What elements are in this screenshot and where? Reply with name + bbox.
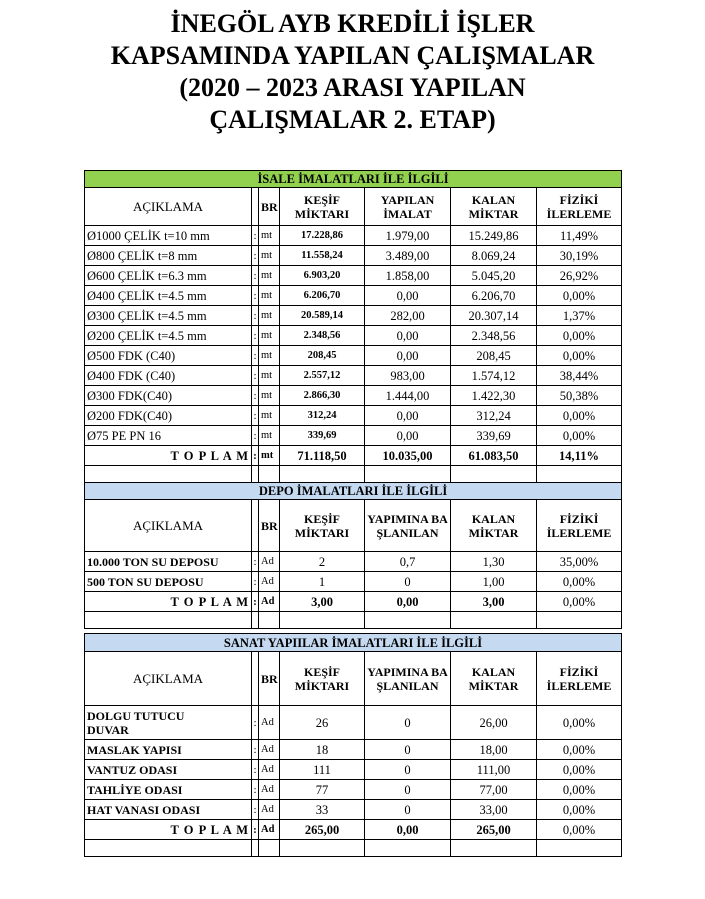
total-yapilan: 10.035,00 [365, 446, 451, 466]
row-kalan: 33,00 [451, 800, 537, 820]
header-kalan: KALAN MİKTAR [451, 500, 537, 552]
header-fiziki: FİZİKİ İLERLEME [537, 188, 622, 226]
table-row [85, 800, 622, 820]
table-row [85, 226, 622, 246]
row-kesif: 17.228,86 [280, 226, 365, 246]
row-aciklama: Ø75 PE PN 16 [85, 426, 252, 446]
row-fiziki: 0,00% [537, 346, 622, 366]
row-aciklama: VANTUZ ODASI [85, 760, 252, 780]
row-br: mt [259, 246, 280, 266]
row-kesif: 2.557,12 [280, 366, 365, 386]
table-row [85, 572, 622, 592]
row-yapilan: 1.858,00 [365, 266, 451, 286]
row-fiziki: 0,00% [537, 706, 622, 740]
row-kesif: 33 [280, 800, 365, 820]
total-kesif: 3,00 [280, 592, 365, 612]
total-fiziki: 0,00% [537, 592, 622, 612]
total-label: T O P L A M [85, 592, 252, 612]
row-br: mt [259, 386, 280, 406]
row-kesif: 6.903,20 [280, 266, 365, 286]
sanat-table [84, 633, 622, 857]
total-kalan: 3,00 [451, 592, 537, 612]
row-br: mt [259, 286, 280, 306]
page-title [0, 8, 705, 136]
isale-section-title: İSALE İMALATLARI İLE İLGİLİ [85, 171, 622, 188]
row-br: Ad [259, 760, 280, 780]
row-kesif: 2.348,56 [280, 326, 365, 346]
row-colon: : [252, 386, 259, 406]
table-row [85, 266, 622, 286]
row-fiziki: 0,00% [537, 780, 622, 800]
header-aciklama: AÇIKLAMA [85, 652, 252, 706]
header-br: BR [259, 500, 280, 552]
row-br: mt [259, 326, 280, 346]
row-aciklama: Ø1000 ÇELİK t=10 mm [85, 226, 252, 246]
row-colon: : [252, 346, 259, 366]
header-yapilan: YAPIMINA BAŞLANILAN [365, 652, 451, 706]
row-colon: : [252, 226, 259, 246]
header-colon-spacer [252, 188, 259, 226]
row-yapilan: 0 [365, 780, 451, 800]
header-fiziki: FİZİKİ İLERLEME [537, 500, 622, 552]
total-fiziki: 0,00% [537, 820, 622, 840]
table-row [85, 706, 622, 740]
row-yapilan: 0 [365, 760, 451, 780]
row-fiziki: 0,00% [537, 326, 622, 346]
row-kesif: 26 [280, 706, 365, 740]
table-row [85, 406, 622, 426]
depo-table [84, 482, 622, 629]
table-row [85, 326, 622, 346]
row-fiziki: 0,00% [537, 286, 622, 306]
header-colon-spacer [252, 652, 259, 706]
total-yapilan: 0,00 [365, 820, 451, 840]
row-aciklama: HAT VANASI ODASI [85, 800, 252, 820]
row-kesif: 208,45 [280, 346, 365, 366]
row-aciklama: 10.000 TON SU DEPOSU [85, 552, 252, 572]
row-aciklama: TAHLİYE ODASI [85, 780, 252, 800]
row-br: Ad [259, 780, 280, 800]
row-aciklama: Ø200 FDK(C40) [85, 406, 252, 426]
row-kesif: 6.206,70 [280, 286, 365, 306]
row-br: Ad [259, 552, 280, 572]
row-colon: : [252, 366, 259, 386]
row-colon: : [252, 760, 259, 780]
table-row [85, 306, 622, 326]
row-fiziki: 26,92% [537, 266, 622, 286]
header-kalan: KALAN MİKTAR [451, 188, 537, 226]
row-kesif: 2.866,30 [280, 386, 365, 406]
row-colon: : [252, 780, 259, 800]
title-line-1: İNEGÖL AYB KREDİLİ İŞLER [170, 9, 535, 38]
row-aciklama: DOLGU TUTUCU DUVAR [85, 706, 252, 740]
header-br: BR [259, 188, 280, 226]
row-br: mt [259, 266, 280, 286]
title-line-3: (2020 – 2023 ARASI YAPILAN [179, 73, 526, 102]
row-aciklama: Ø400 FDK (C40) [85, 366, 252, 386]
total-fiziki: 14,11% [537, 446, 622, 466]
row-kesif: 312,24 [280, 406, 365, 426]
row-kesif: 18 [280, 740, 365, 760]
header-fiziki: FİZİKİ İLERLEME [537, 652, 622, 706]
row-aciklama: Ø400 ÇELİK t=4.5 mm [85, 286, 252, 306]
row-fiziki: 0,00% [537, 426, 622, 446]
table-row [85, 386, 622, 406]
row-aciklama: Ø800 ÇELİK t=8 mm [85, 246, 252, 266]
total-kesif: 71.118,50 [280, 446, 365, 466]
row-aciklama: Ø300 ÇELİK t=4.5 mm [85, 306, 252, 326]
row-br: mt [259, 366, 280, 386]
row-colon: : [252, 326, 259, 346]
table-row [85, 760, 622, 780]
row-yapilan: 0 [365, 740, 451, 760]
row-aciklama: Ø300 FDK(C40) [85, 386, 252, 406]
row-br: Ad [259, 572, 280, 592]
row-br: mt [259, 226, 280, 246]
total-row [85, 820, 622, 840]
row-kalan: 1,00 [451, 572, 537, 592]
total-br: mt [259, 446, 280, 466]
row-fiziki: 0,00% [537, 740, 622, 760]
isale-table [84, 170, 622, 483]
row-colon: : [252, 306, 259, 326]
row-yapilan: 0 [365, 572, 451, 592]
row-br: mt [259, 426, 280, 446]
row-kalan: 5.045,20 [451, 266, 537, 286]
row-fiziki: 0,00% [537, 800, 622, 820]
table-row [85, 346, 622, 366]
row-kalan: 18,00 [451, 740, 537, 760]
row-yapilan: 0 [365, 800, 451, 820]
row-colon: : [252, 406, 259, 426]
row-colon: : [252, 426, 259, 446]
row-aciklama: Ø600 ÇELİK t=6.3 mm [85, 266, 252, 286]
row-fiziki: 50,38% [537, 386, 622, 406]
row-kalan: 1.574,12 [451, 366, 537, 386]
row-fiziki: 0,00% [537, 760, 622, 780]
row-aciklama: 500 TON SU DEPOSU [85, 572, 252, 592]
header-aciklama: AÇIKLAMA [85, 188, 252, 226]
row-kalan: 208,45 [451, 346, 537, 366]
total-kalan: 265,00 [451, 820, 537, 840]
table-row [85, 780, 622, 800]
row-br: Ad [259, 800, 280, 820]
row-yapilan: 0,00 [365, 326, 451, 346]
total-row [85, 592, 622, 612]
row-fiziki: 0,00% [537, 572, 622, 592]
table-row [85, 366, 622, 386]
empty-row [85, 612, 622, 629]
total-colon: : [252, 446, 259, 466]
row-fiziki: 30,19% [537, 246, 622, 266]
row-fiziki: 35,00% [537, 552, 622, 572]
row-kalan: 1.422,30 [451, 386, 537, 406]
row-kesif: 2 [280, 552, 365, 572]
total-label: T O P L A M [85, 446, 252, 466]
row-kalan: 111,00 [451, 760, 537, 780]
row-yapilan: 282,00 [365, 306, 451, 326]
row-br: Ad [259, 706, 280, 740]
title-line-4: ÇALIŞMALAR 2. ETAP) [209, 105, 496, 134]
row-colon: : [252, 266, 259, 286]
row-kesif: 20.589,14 [280, 306, 365, 326]
row-br: Ad [259, 740, 280, 760]
row-fiziki: 38,44% [537, 366, 622, 386]
row-yapilan: 0,00 [365, 346, 451, 366]
row-yapilan: 0,00 [365, 286, 451, 306]
header-br: BR [259, 652, 280, 706]
row-kesif: 77 [280, 780, 365, 800]
row-kalan: 8.069,24 [451, 246, 537, 266]
total-colon: : [252, 592, 259, 612]
row-kalan: 20.307,14 [451, 306, 537, 326]
row-yapilan: 3.489,00 [365, 246, 451, 266]
table-row [85, 426, 622, 446]
row-yapilan: 1.979,00 [365, 226, 451, 246]
row-kalan: 6.206,70 [451, 286, 537, 306]
table-row [85, 740, 622, 760]
row-fiziki: 0,00% [537, 406, 622, 426]
row-yapilan: 0 [365, 706, 451, 740]
row-colon: : [252, 800, 259, 820]
row-kalan: 15.249,86 [451, 226, 537, 246]
header-kesif: KEŞİF MİKTARI [280, 652, 365, 706]
row-br: mt [259, 306, 280, 326]
header-kalan: KALAN MİKTAR [451, 652, 537, 706]
row-aciklama: MASLAK YAPISI [85, 740, 252, 760]
row-kalan: 77,00 [451, 780, 537, 800]
row-colon: : [252, 572, 259, 592]
header-aciklama: AÇIKLAMA [85, 500, 252, 552]
total-br: Ad [259, 592, 280, 612]
row-kalan: 2.348,56 [451, 326, 537, 346]
row-yapilan: 983,00 [365, 366, 451, 386]
header-kesif: KEŞİF MİKTARI [280, 188, 365, 226]
total-br: Ad [259, 820, 280, 840]
row-kalan: 26,00 [451, 706, 537, 740]
row-yapilan: 1.444,00 [365, 386, 451, 406]
row-aciklama: Ø500 FDK (C40) [85, 346, 252, 366]
header-yapilan: YAPIMINA BAŞLANILAN [365, 500, 451, 552]
row-aciklama: Ø200 ÇELİK t=4.5 mm [85, 326, 252, 346]
row-colon: : [252, 246, 259, 266]
row-colon: : [252, 740, 259, 760]
header-colon-spacer [252, 500, 259, 552]
title-line-2: KAPSAMINDA YAPILAN ÇALIŞMALAR [110, 41, 595, 70]
row-fiziki: 11,49% [537, 226, 622, 246]
empty-row [85, 840, 622, 857]
header-yapilan: YAPILAN İMALAT [365, 188, 451, 226]
row-kalan: 1,30 [451, 552, 537, 572]
table-row [85, 286, 622, 306]
row-yapilan: 0,00 [365, 406, 451, 426]
header-kesif: KEŞİF MİKTARI [280, 500, 365, 552]
sanat-section-title: SANAT YAPIILAR İMALATLARI İLE İLGİLİ [85, 634, 622, 652]
row-kesif: 339,69 [280, 426, 365, 446]
depo-section-title: DEPO İMALATLARI İLE İLGİLİ [85, 483, 622, 500]
row-yapilan: 0,00 [365, 426, 451, 446]
row-kesif: 1 [280, 572, 365, 592]
total-colon: : [252, 820, 259, 840]
row-yapilan: 0,7 [365, 552, 451, 572]
table-row [85, 246, 622, 266]
row-br: mt [259, 406, 280, 426]
row-kesif: 11.558,24 [280, 246, 365, 266]
row-colon: : [252, 286, 259, 306]
row-colon: : [252, 706, 259, 740]
row-kesif: 111 [280, 760, 365, 780]
total-kesif: 265,00 [280, 820, 365, 840]
row-kalan: 339,69 [451, 426, 537, 446]
total-row [85, 446, 622, 466]
row-kalan: 312,24 [451, 406, 537, 426]
empty-row [85, 466, 622, 483]
row-colon: : [252, 552, 259, 572]
row-br: mt [259, 346, 280, 366]
total-label: T O P L A M [85, 820, 252, 840]
total-yapilan: 0,00 [365, 592, 451, 612]
row-fiziki: 1,37% [537, 306, 622, 326]
table-row [85, 552, 622, 572]
total-kalan: 61.083,50 [451, 446, 537, 466]
